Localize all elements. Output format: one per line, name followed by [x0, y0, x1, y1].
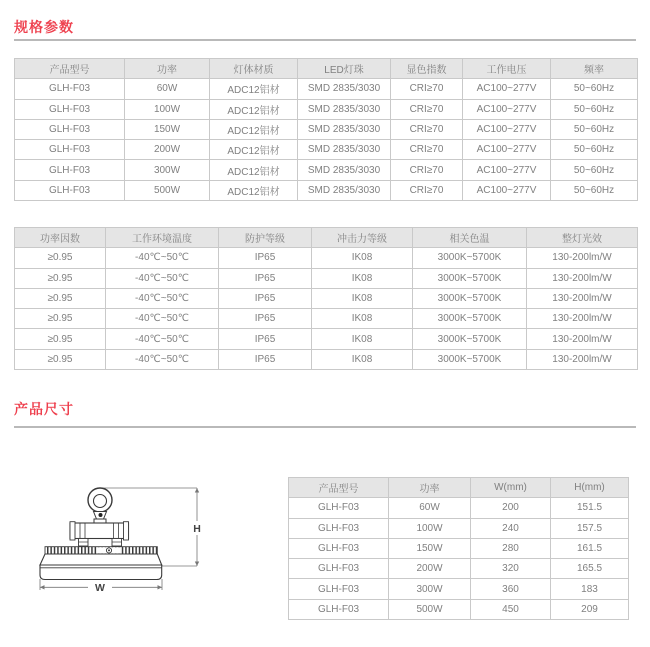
- table-cell: SMD 2835/3030: [298, 160, 391, 180]
- table-cell: -40℃~50℃: [106, 288, 219, 308]
- table-cell: -40℃~50℃: [106, 329, 219, 349]
- table-row: [15, 248, 638, 268]
- table-cell: GLH-F03: [289, 498, 389, 518]
- table-cell: IK08: [312, 309, 413, 329]
- heat-sink-fins: [45, 547, 157, 554]
- table-cell: 161.5: [551, 538, 629, 558]
- table-row: [15, 119, 638, 139]
- table-cell: IP65: [219, 329, 312, 349]
- table-cell: ADC12铝材: [210, 79, 298, 99]
- table-cell: ADC12铝材: [210, 160, 298, 180]
- column-header: 产品型号: [289, 478, 389, 498]
- table-cell: 3000K~5700K: [413, 309, 527, 329]
- table-cell: 300W: [125, 160, 210, 180]
- table-cell: IP65: [219, 309, 312, 329]
- table-row: [15, 79, 638, 99]
- table-cell: ≥0.95: [15, 268, 106, 288]
- header-row: [15, 228, 638, 248]
- table-cell: 130-200lm/W: [527, 248, 638, 268]
- table-cell: 50~60Hz: [551, 79, 638, 99]
- arrow-left-icon: [40, 585, 45, 589]
- table-cell: 100W: [125, 99, 210, 119]
- table-cell: -40℃~50℃: [106, 248, 219, 268]
- section-title-specifications: 规格参数: [14, 19, 74, 35]
- table-cell: GLH-F03: [289, 579, 389, 599]
- table-cell: 300W: [389, 579, 471, 599]
- column-header: LED灯珠: [298, 59, 391, 79]
- table-row: [15, 140, 638, 160]
- table-row: [289, 498, 629, 518]
- table-cell: 200: [471, 498, 551, 518]
- table-cell: SMD 2835/3030: [298, 99, 391, 119]
- table-cell: 360: [471, 579, 551, 599]
- width-dimension-label: W: [95, 582, 105, 594]
- column-header: 产品型号: [15, 59, 125, 79]
- table-cell: 151.5: [551, 498, 629, 518]
- table-cell: 130-200lm/W: [527, 349, 638, 369]
- table-cell: GLH-F03: [289, 518, 389, 538]
- table-cell: ≥0.95: [15, 288, 106, 308]
- table-row: [15, 349, 638, 369]
- table-cell: ≥0.95: [15, 309, 106, 329]
- table-cell: AC100~277V: [463, 160, 551, 180]
- table-cell: CRI≥70: [391, 180, 463, 200]
- table-cell: AC100~277V: [463, 119, 551, 139]
- column-header: 工作环境温度: [106, 228, 219, 248]
- table-cell: 200W: [389, 559, 471, 579]
- table-cell: 130-200lm/W: [527, 268, 638, 288]
- table-cell: GLH-F03: [289, 599, 389, 619]
- mounting-bracket: [70, 522, 129, 546]
- table-row: [15, 99, 638, 119]
- table-row: [15, 309, 638, 329]
- column-header: 冲击力等级: [312, 228, 413, 248]
- table-row: [289, 579, 629, 599]
- table-cell: IK08: [312, 248, 413, 268]
- table-cell: 50~60Hz: [551, 140, 638, 160]
- table-cell: 100W: [389, 518, 471, 538]
- table-cell: 280: [471, 538, 551, 558]
- arrow-up-icon: [195, 488, 199, 493]
- table-cell: IP65: [219, 288, 312, 308]
- table-cell: 130-200lm/W: [527, 329, 638, 349]
- column-header: 防护等级: [219, 228, 312, 248]
- table-cell: -40℃~50℃: [106, 349, 219, 369]
- header-row: [289, 478, 629, 498]
- table-cell: 150W: [125, 119, 210, 139]
- table-cell: ADC12铝材: [210, 180, 298, 200]
- column-header: 整灯光效: [527, 228, 638, 248]
- table-cell: IP65: [219, 349, 312, 369]
- table-cell: GLH-F03: [15, 99, 125, 119]
- section-title-dimensions: 产品尺寸: [14, 401, 74, 417]
- table-cell: ADC12铝材: [210, 99, 298, 119]
- table-row: [15, 288, 638, 308]
- table-cell: 60W: [389, 498, 471, 518]
- table-cell: IK08: [312, 349, 413, 369]
- table-cell: CRI≥70: [391, 140, 463, 160]
- column-header: H(mm): [551, 478, 629, 498]
- table-cell: CRI≥70: [391, 160, 463, 180]
- table-cell: IK08: [312, 268, 413, 288]
- table-cell: 3000K~5700K: [413, 349, 527, 369]
- table-cell: 3000K~5700K: [413, 248, 527, 268]
- table-cell: IP65: [219, 248, 312, 268]
- eye-bolt: [88, 488, 112, 524]
- table-cell: IK08: [312, 329, 413, 349]
- table-cell: 3000K~5700K: [413, 288, 527, 308]
- table-row: [289, 538, 629, 558]
- table-row: [15, 180, 638, 200]
- table-cell: 50~60Hz: [551, 119, 638, 139]
- table-cell: CRI≥70: [391, 99, 463, 119]
- column-header: 显色指数: [391, 59, 463, 79]
- spec-parameters-table: [14, 58, 638, 201]
- table-cell: 3000K~5700K: [413, 268, 527, 288]
- table-cell: ADC12铝材: [210, 140, 298, 160]
- table-cell: 130-200lm/W: [527, 288, 638, 308]
- table-cell: 130-200lm/W: [527, 309, 638, 329]
- table-cell: 3000K~5700K: [413, 329, 527, 349]
- table-cell: 200W: [125, 140, 210, 160]
- table-cell: AC100~277V: [463, 79, 551, 99]
- table-row: [289, 599, 629, 619]
- table-cell: ADC12铝材: [210, 119, 298, 139]
- column-header: 频率: [551, 59, 638, 79]
- table-row: [289, 559, 629, 579]
- table-cell: AC100~277V: [463, 140, 551, 160]
- table-cell: IK08: [312, 288, 413, 308]
- table-cell: GLH-F03: [289, 538, 389, 558]
- table-cell: GLH-F03: [15, 140, 125, 160]
- table-cell: SMD 2835/3030: [298, 119, 391, 139]
- table-cell: 60W: [125, 79, 210, 99]
- column-header: 功率因数: [15, 228, 106, 248]
- column-header: 功率: [125, 59, 210, 79]
- table-cell: 50~60Hz: [551, 180, 638, 200]
- table-cell: GLH-F03: [15, 119, 125, 139]
- table-cell: GLH-F03: [289, 559, 389, 579]
- table-row: [15, 329, 638, 349]
- table-cell: 240: [471, 518, 551, 538]
- table-row: [289, 518, 629, 538]
- table-cell: 50~60Hz: [551, 99, 638, 119]
- table-cell: 320: [471, 559, 551, 579]
- table-cell: 183: [551, 579, 629, 599]
- height-dimension-label: H: [193, 523, 201, 535]
- table-cell: CRI≥70: [391, 119, 463, 139]
- section-divider: [14, 426, 636, 428]
- lamp-body: [40, 554, 162, 580]
- table-cell: SMD 2835/3030: [298, 79, 391, 99]
- column-header: 灯体材质: [210, 59, 298, 79]
- column-header: 工作电压: [463, 59, 551, 79]
- header-row: [15, 59, 638, 79]
- table-cell: ≥0.95: [15, 248, 106, 268]
- column-header: 相关色温: [413, 228, 527, 248]
- table-cell: AC100~277V: [463, 180, 551, 200]
- table-cell: -40℃~50℃: [106, 309, 219, 329]
- arrow-down-icon: [195, 562, 199, 567]
- table-row: [15, 268, 638, 288]
- table-cell: CRI≥70: [391, 79, 463, 99]
- table-cell: 157.5: [551, 518, 629, 538]
- table-cell: -40℃~50℃: [106, 268, 219, 288]
- table-cell: SMD 2835/3030: [298, 180, 391, 200]
- table-cell: 450: [471, 599, 551, 619]
- table-cell: AC100~277V: [463, 99, 551, 119]
- arrow-right-icon: [158, 585, 163, 589]
- table-cell: IP65: [219, 268, 312, 288]
- product-dimension-drawing: [30, 483, 210, 598]
- section-divider: [14, 39, 636, 41]
- table-cell: 50~60Hz: [551, 160, 638, 180]
- product-dimension-table: [288, 477, 629, 620]
- table-cell: 500W: [389, 599, 471, 619]
- table-cell: ≥0.95: [15, 349, 106, 369]
- table-cell: GLH-F03: [15, 180, 125, 200]
- table-cell: GLH-F03: [15, 79, 125, 99]
- table-cell: SMD 2835/3030: [298, 140, 391, 160]
- table-cell: 150W: [389, 538, 471, 558]
- table-cell: 500W: [125, 180, 210, 200]
- column-header: W(mm): [471, 478, 551, 498]
- table-cell: GLH-F03: [15, 160, 125, 180]
- column-header: 功率: [389, 478, 471, 498]
- table-row: [15, 160, 638, 180]
- environment-parameters-table: [14, 227, 638, 370]
- table-cell: 165.5: [551, 559, 629, 579]
- table-cell: ≥0.95: [15, 329, 106, 349]
- table-cell: 209: [551, 599, 629, 619]
